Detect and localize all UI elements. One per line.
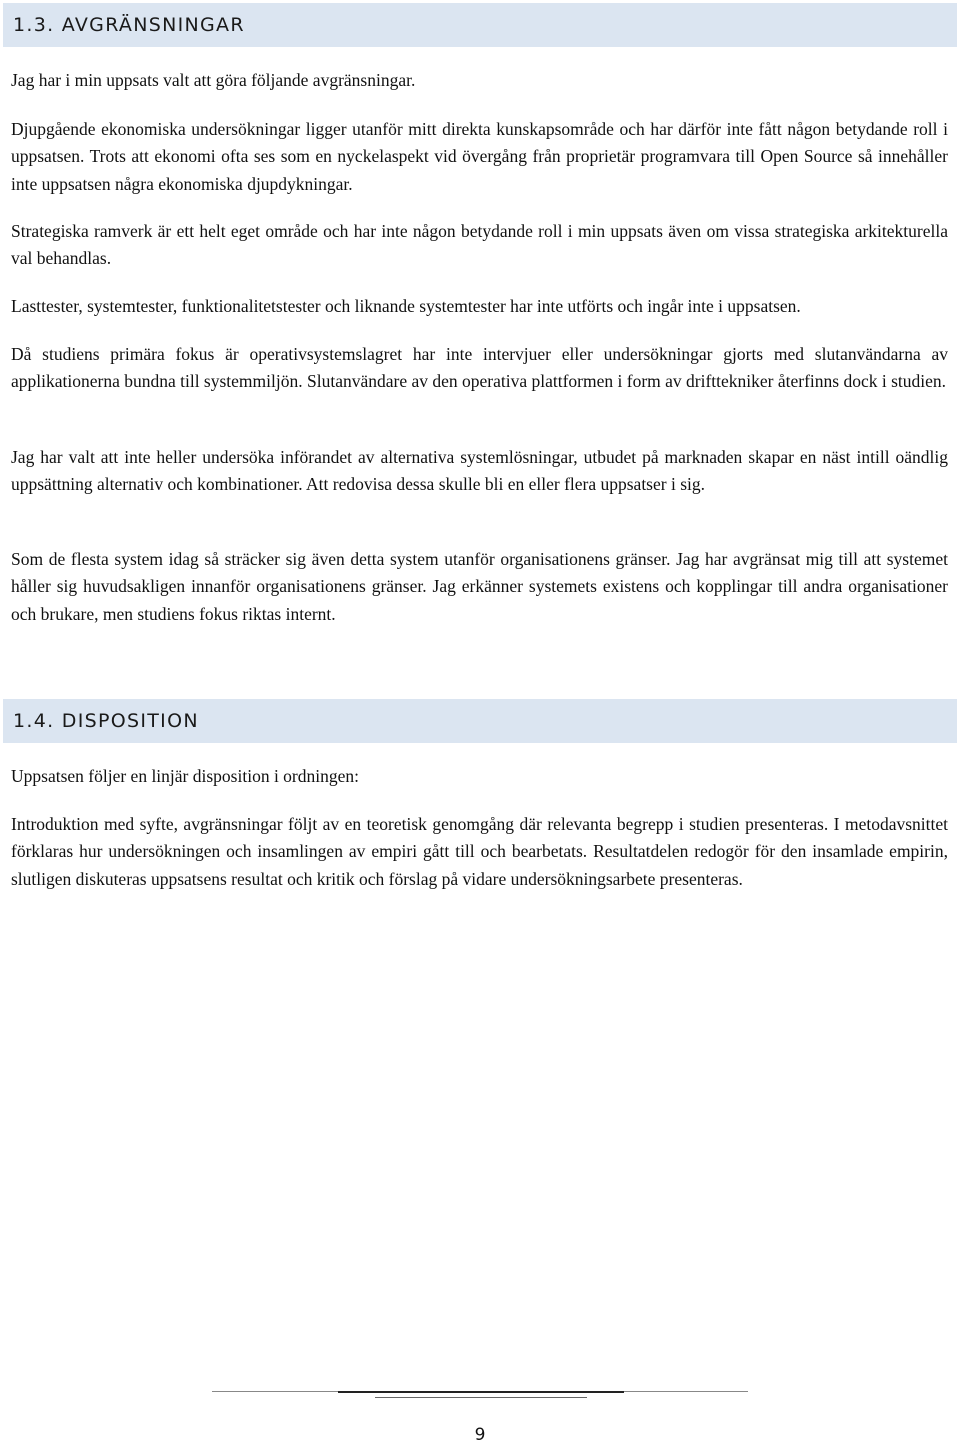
paragraph-ekonomi: Djupgående ekonomiska undersökningar ligger utanför mitt direkta kunskapsområde och har därför inte fått någon betydande roll i uppsatsen. Trots att ekonomi ofta ses som en nyckelaspekt vid övergång från proprietär programvara till Open Source så innehåller inte uppsatsen några ekonomiska djupdykningar. [11,119,948,194]
section-heading-disposition: 1.4. DISPOSITION [3,699,957,743]
paragraph-disposition-body: Introduktion med syfte, avgränsningar följt av en teoretisk genomgång där relevanta begrepp i studien presenteras. I metodavsnittet förklaras hur undersökningen och insamlingen av empiri gått till och bearbetats. Resultatdelen redogör för den insamlade empirin, slutligen diskuteras uppsatsens resultat och kritik och förslag på vidare undersökningsarbete presenteras. [11,814,948,889]
page-number: 9 [474,1425,486,1445]
paragraph-fokus: Då studiens primära fokus är operativsystemslagret har inte intervjuer eller undersökningar gjorts med slutanvändarna av applikationerna bundna till systemmiljön. Slutanvändare av den operativa plattformen i form av drifttekniker återfinns dock i studien. [11,344,948,392]
paragraph-strategi: Strategiska ramverk är ett helt eget område och har inte någon betydande roll i min uppsats även om vissa strategiska arkitekturella val behandlas. [11,221,948,269]
section-heading-avgransningar: 1.3. AVGRÄNSNINGAR [3,3,957,47]
paragraph-tester: Lasttester, systemtester, funktionalitetstester och liknande systemtester har inte utförts och ingår inte i uppsatsen. [11,296,801,316]
paragraph-alternativ: Jag har valt att inte heller undersöka införandet av alternativa systemlösningar, utbudet på marknaden skapar en näst intill oändlig uppsättning alternativ och kombinationer. Att redovisa dessa skulle bli en eller flera uppsatser i sig. [11,447,948,495]
paragraph-granser: Som de flesta system idag så sträcker sig även detta system utanför organisationens gränser. Jag har avgränsat mig till att systemet håller sig huvudsakligen innanför organisationens gränser. Jag erkänner systemets existens och kopplingar till andra organisationer och brukare, men studiens fokus riktas internt. [11,549,948,624]
footer-rule-secondary [375,1397,587,1398]
paragraph-intro: Jag har i min uppsats valt att göra följande avgränsningar. [11,70,416,90]
footer-rule-accent [338,1391,624,1393]
paragraph-disposition-intro: Uppsatsen följer en linjär disposition i ordningen: [11,766,360,786]
